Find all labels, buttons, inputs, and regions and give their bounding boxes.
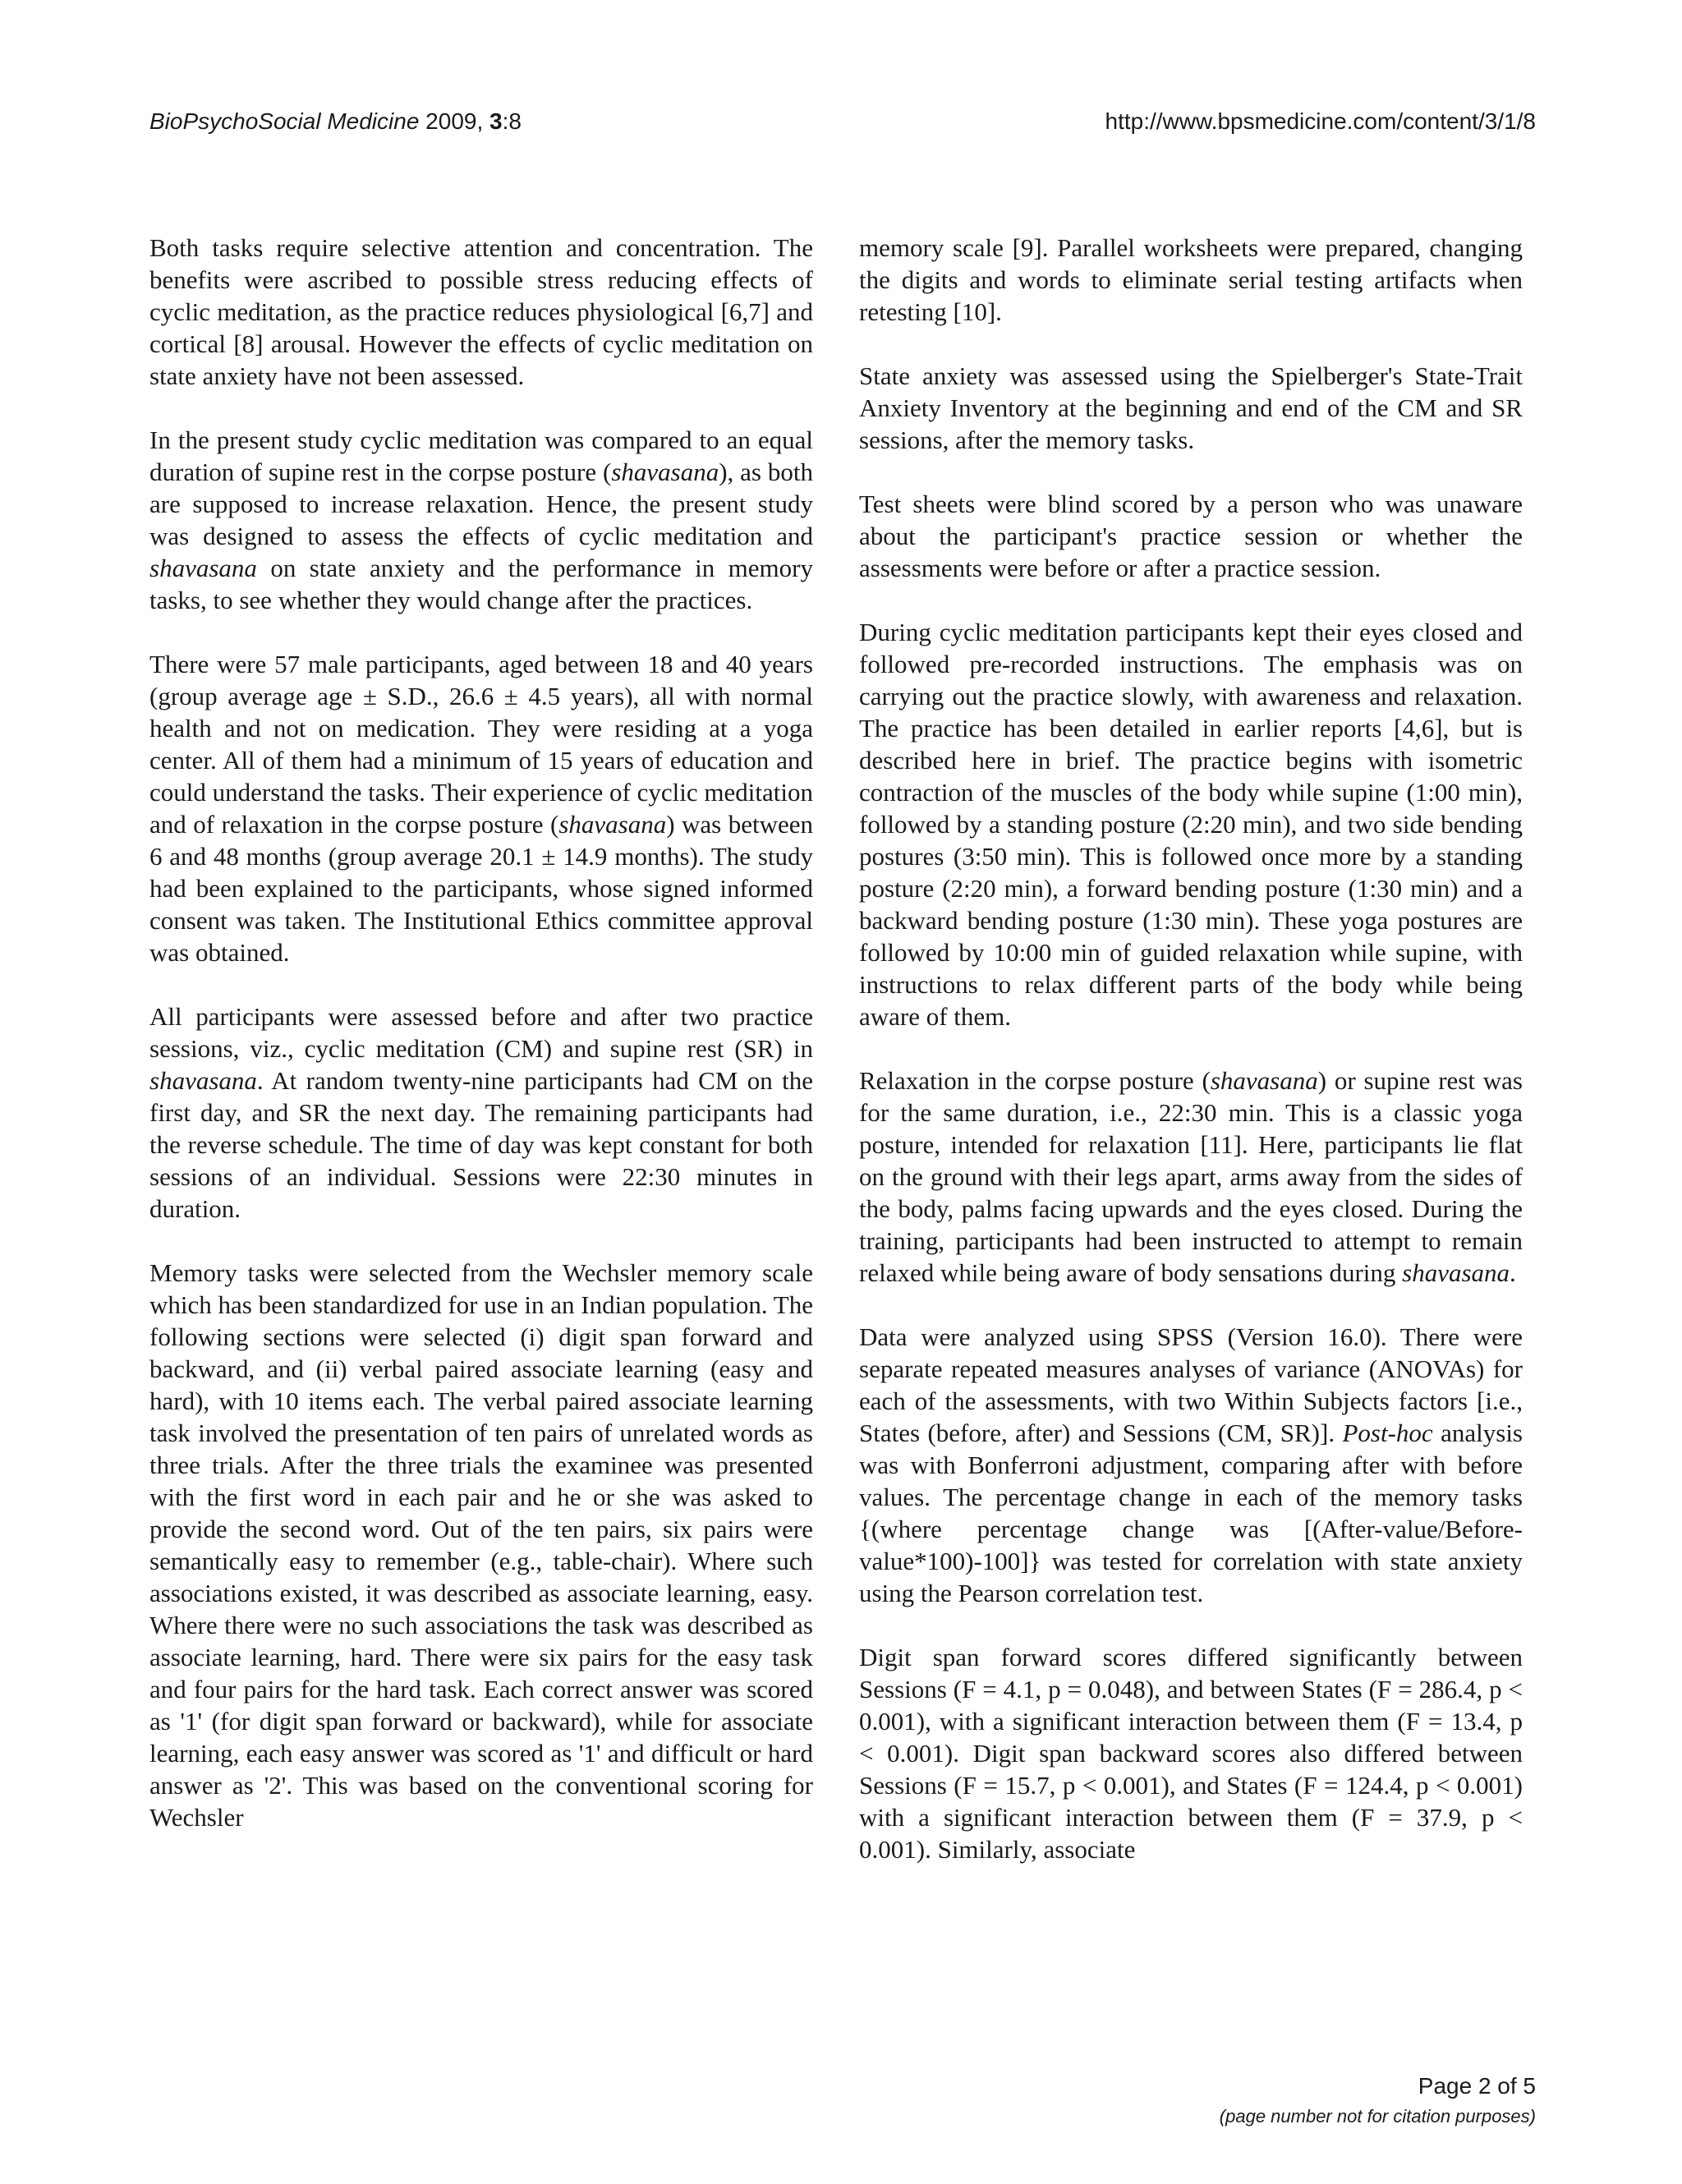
paragraph [149, 424, 813, 616]
article-url[interactable]: http://www.bpsmedicine.com/content/3/1/8 [1105, 108, 1536, 134]
paragraph [859, 1321, 1523, 1609]
text-run: ) was between 6 and 48 months (group average 20.1 ± 14.9 months). The study had been explained to the participants, whose signed informed consent was taken. The Institutional Ethics committee approval was obtained. [149, 810, 814, 967]
running-header [149, 105, 1536, 138]
italic-term: shavasana [149, 1066, 257, 1095]
text-run: All participants were assessed before and after two practice sessions, viz., cyclic meditation (CM) and supine rest (SR) in [149, 1002, 813, 1063]
paragraph: Digit span forward scores differed significantly between Sessions (F = 4.1, p = 0.048), and between States (F = 286.4, p < 0.001), with a significant interaction between them (F = 13.4, p < 0.001). Digit span backward scores also differed between Sessions (F = 15.7, p < 0.001), and States (F = 124.4, p < 0.001) with a significant interaction between them (F = 37.9, p < 0.001). Similarly, associate [859, 1643, 1523, 1864]
left-column [149, 232, 813, 1865]
text-run: analysis was with Bonferroni adjustment, comparing after with before values. The percentage change in each of the memory tasks {(where percentage change was [(After-value/Before-value*100)-100]} was tested for correlation with state anxiety using the Pearson correlation test. [859, 1418, 1523, 1607]
paragraph [149, 1000, 813, 1225]
italic-term: shavasana [1210, 1066, 1318, 1095]
journal-year: 2009, [419, 108, 490, 134]
journal-volume: 3 [489, 108, 503, 134]
journal-citation [149, 105, 522, 138]
text-run: In the present study cyclic meditation was compared to an equal duration of supine rest in the corpse posture ( [149, 425, 813, 486]
text-run: Relaxation in the corpse posture ( [859, 1066, 1211, 1095]
paragraph: Test sheets were blind scored by a person who was unaware about the participant's practice session or whether the assessments were before or after a practice session. [859, 490, 1523, 582]
italic-term: shavasana [149, 554, 257, 582]
paragraph: State anxiety was assessed using the Spielberger's State-Trait Anxiety Inventory at the beginning and end of the CM and SR sessions, after the memory tasks. [859, 361, 1523, 454]
right-column [859, 232, 1523, 1897]
text-run: ) or supine rest was for the same duration, i.e., 22:30 min. This is a classic yoga posture, intended for relaxation [11]. Here, participants lie flat on the ground with their legs apart, arms away from the sides of the body, palms facing upwards and the eyes closed. During the training, participants had been instructed to attempt to remain relaxed while being aware of body sensations during [859, 1066, 1523, 1287]
paragraph: memory scale [9]. Parallel worksheets were prepared, changing the digits and words to eliminate serial testing artifacts when retesting [10]. [859, 233, 1523, 326]
text-run: . At random twenty-nine participants had CM on the first day, and SR the next day. The remaining participants had the reverse schedule. The time of day was kept constant for both sessions of an individual. Sessions were 22:30 minutes in duration. [149, 1066, 813, 1223]
text-run: There were 57 male participants, aged between 18 and 40 years (group average age ± S.D., 26.6 ± 4.5 years), all with normal health and not on medication. They were residing at a yoga center. All of them had a minimum of 15 years of education and could understand the tasks. Their experience of cyclic meditation and of relaxation in the corpse posture ( [149, 650, 813, 839]
paragraph: Memory tasks were selected from the Wechsler memory scale which has been standardized for use in an Indian population. The following sections were selected (i) digit span forward and backward, and (ii) verbal paired associate learning (easy and hard), with 10 items each. The verbal paired associate learning task involved the presentation of ten pairs of unrelated words as three trials. After the three trials the examinee was presented with the first word in each pair and he or she was asked to provide the second word. Out of the ten pairs, six pairs were semantically easy to remember (e.g., table-chair). Where such associations existed, it was described as associate learning, easy. Where there were no such associations the task was described as associate learning, hard. There were six pairs for the easy task and four pairs for the hard task. Each correct answer was scored as '1' (for digit span forward or backward), while for associate learning, each easy answer was scored as '1' and difficult or hard answer as '2'. This was based on the conventional scoring for Wechsler [149, 1258, 813, 1832]
paragraph [149, 648, 813, 968]
journal-name: BioPsychoSocial Medicine [149, 108, 420, 134]
article-number: :8 [502, 108, 522, 134]
paragraph [859, 1064, 1523, 1289]
paragraph: Both tasks require selective attention and concentration. The benefits were ascribed to possible stress reducing effects of cyclic meditation, as the practice reduces physiological [6,7] and cortical [8] arousal. However the effects of cyclic meditation on state anxiety have not been assessed. [149, 233, 813, 390]
italic-term: shavasana [1402, 1258, 1510, 1287]
citation-note: (page number not for citation purposes) [1219, 2106, 1536, 2127]
text-run: on state anxiety and the performance in memory tasks, to see whether they would change after the practices. [149, 554, 813, 614]
italic-term: shavasana [558, 810, 667, 839]
text-run: . [1510, 1258, 1516, 1287]
text-run: Data were analyzed using SPSS (Version 16.0). There were separate repeated measures analyses of variance (ANOVAs) for each of the assessments, with two Within Subjects factors [i.e., States (before, after) and Sessions (CM, SR)]. [859, 1322, 1523, 1447]
text-run: ), as both are supposed to increase relaxation. Hence, the present study was designed to assess the effects of cyclic meditation and [149, 457, 813, 550]
italic-term: shavasana [611, 457, 719, 486]
page-number: Page 2 of 5 [1418, 2073, 1536, 2099]
paragraph: During cyclic meditation participants kept their eyes closed and followed pre-recorded instructions. The emphasis was on carrying out the practice slowly, with awareness and relaxation. The practice has been detailed in earlier reports [4,6], but is described here in brief. The practice begins with isometric contraction of the muscles of the body while supine (1:00 min), followed by a standing posture (2:20 min), and two side bending postures (3:50 min). This is followed once more by a standing posture (2:20 min), a forward bending posture (1:30 min) and a backward bending posture (1:30 min). These yoga postures are followed by 10:00 min of guided relaxation while supine, with instructions to relax different parts of the body while being aware of them. [859, 618, 1523, 1031]
italic-term: Post-hoc [1342, 1418, 1433, 1447]
